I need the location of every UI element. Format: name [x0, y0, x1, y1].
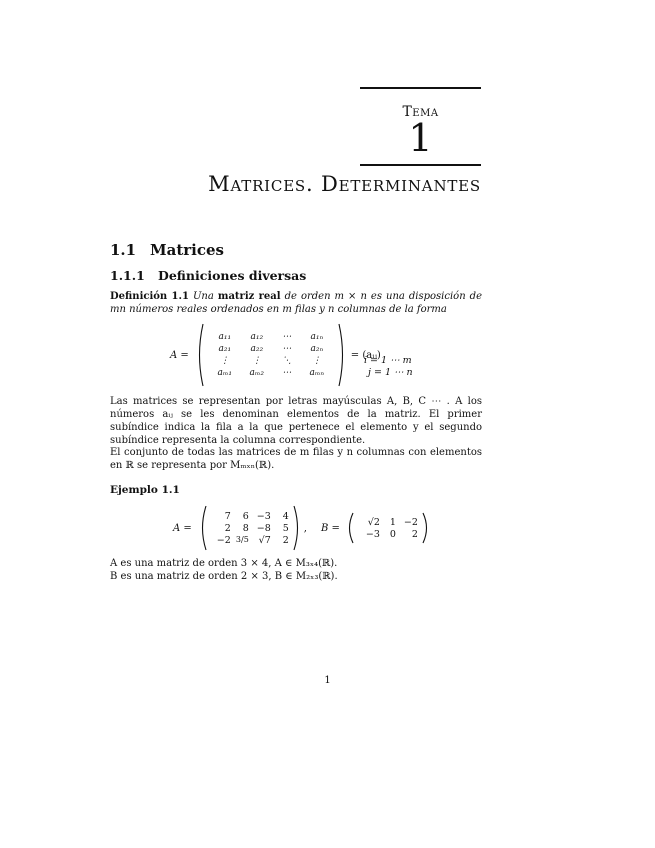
index-j: j = 1 ⋯ n: [368, 367, 413, 378]
matrix-cell: 5: [282, 522, 289, 534]
matrix-separator: ,: [303, 522, 307, 534]
section-heading: [110, 241, 224, 259]
section-title: Matrices: [150, 241, 224, 259]
right-paren-icon: [337, 323, 347, 387]
matrix-cell: a₂₂: [250, 344, 264, 354]
matrix-cell: 7: [224, 510, 231, 522]
definition-text-after: de orden m × n es una disposición de mn números reales ordenados en m filas y n columnas de la forma: [110, 291, 482, 315]
matrix-b-grid: [358, 517, 418, 540]
matrix-cell: a₂ₙ: [310, 344, 324, 354]
chapter-bottom-rule: [360, 164, 481, 166]
matrix-cell: ⋯: [282, 344, 292, 354]
matrix-cell: ⋱: [282, 356, 292, 366]
index-i: i = 1 ⋯ m: [364, 355, 412, 366]
matrix-cell: 2: [224, 522, 231, 534]
matrix-cell: 0: [389, 528, 396, 540]
matrix-a-grid: [211, 511, 289, 546]
matrix-cell: ⋮: [220, 356, 230, 366]
paragraph-set: El conjunto de todas las matrices de m filas y n columnas con elementos en ℝ se representa por Mₘₓₙ(ℝ).: [110, 447, 482, 471]
matrix-cell: a₁₂: [250, 332, 264, 342]
section-number: 1.1: [110, 241, 137, 259]
matrix-cell: 6: [242, 510, 249, 522]
matrix-cell: 3/5: [235, 534, 249, 544]
right-paren-icon: [421, 512, 431, 544]
matrix-cell: −2: [403, 516, 418, 528]
matrix-a-lhs: A =: [173, 522, 192, 534]
definition-label: Definición 1.1: [110, 291, 189, 302]
right-paren-icon: [292, 505, 302, 551]
example-matrix-a: [173, 505, 431, 551]
definition-term: matriz real: [217, 291, 281, 302]
matrix-grid: [209, 332, 333, 378]
matrix-cell: ⋯: [282, 368, 292, 378]
definition-paragraph: [110, 290, 482, 316]
definition-text-before: Una: [192, 291, 214, 302]
subsection-title: Definiciones diversas: [158, 268, 307, 283]
matrix-cell: −3: [256, 510, 271, 522]
chapter-label: Tema: [402, 104, 439, 120]
matrix-cell: aₘₙ: [309, 368, 325, 378]
chapter-top-rule: [360, 87, 481, 89]
matrix-cell: aₘ₂: [249, 368, 265, 378]
general-matrix: [170, 323, 381, 387]
matrix-cell: −2: [216, 534, 231, 546]
matrix-cell: 1: [389, 516, 396, 528]
paragraph-matrices: Las matrices se representan por letras mayúsculas A, B, C ⋯ . A los números aᵢⱼ se les denominan elementos de la matriz. El primer subíndice indica la fila a la que pertenece el elemento y el segundo subíndice representa la columna correspondiente.: [110, 396, 482, 446]
matrix-cell: ⋮: [312, 356, 322, 366]
matrix-cell: a₂₁: [218, 344, 232, 354]
example-line-b: B es una matriz de orden 2 × 3, B ∈ M₂ₓ₃(ℝ).: [110, 571, 338, 582]
left-paren-icon: [198, 505, 208, 551]
matrix-cell: −3: [365, 528, 380, 540]
matrix-b-lhs: B =: [320, 522, 340, 534]
matrix-cell: −8: [256, 522, 271, 534]
subsection-heading: [110, 268, 306, 283]
subsection-number: 1.1.1: [110, 268, 145, 283]
page-number: 1: [324, 675, 331, 686]
chapter-number: 1: [408, 116, 433, 160]
matrix-cell: a₁₁: [218, 332, 232, 342]
matrix-cell: √2: [367, 516, 380, 528]
example-label: Ejemplo 1.1: [110, 484, 180, 496]
matrix-cell: aₘ₁: [217, 368, 233, 378]
left-paren-icon: [345, 512, 355, 544]
matrix-cell: 8: [242, 522, 249, 534]
matrix-cell: ⋯: [282, 332, 292, 342]
matrix-cell: ⋮: [252, 356, 262, 366]
chapter-title: Matrices. Determinantes: [208, 172, 481, 196]
matrix-cell: 2: [282, 534, 289, 546]
left-paren-icon: [195, 323, 205, 387]
matrix-lhs: A =: [170, 349, 189, 361]
matrix-cell: √7: [258, 534, 271, 546]
example-line-a: A es una matriz de orden 3 × 4, A ∈ M₃ₓ₄(ℝ).: [110, 558, 338, 569]
matrix-cell: a₁ₙ: [310, 332, 324, 342]
matrix-rhs: = (aᵢⱼ): [350, 349, 381, 361]
matrix-cell: 2: [411, 528, 418, 540]
matrix-cell: 4: [282, 510, 289, 522]
